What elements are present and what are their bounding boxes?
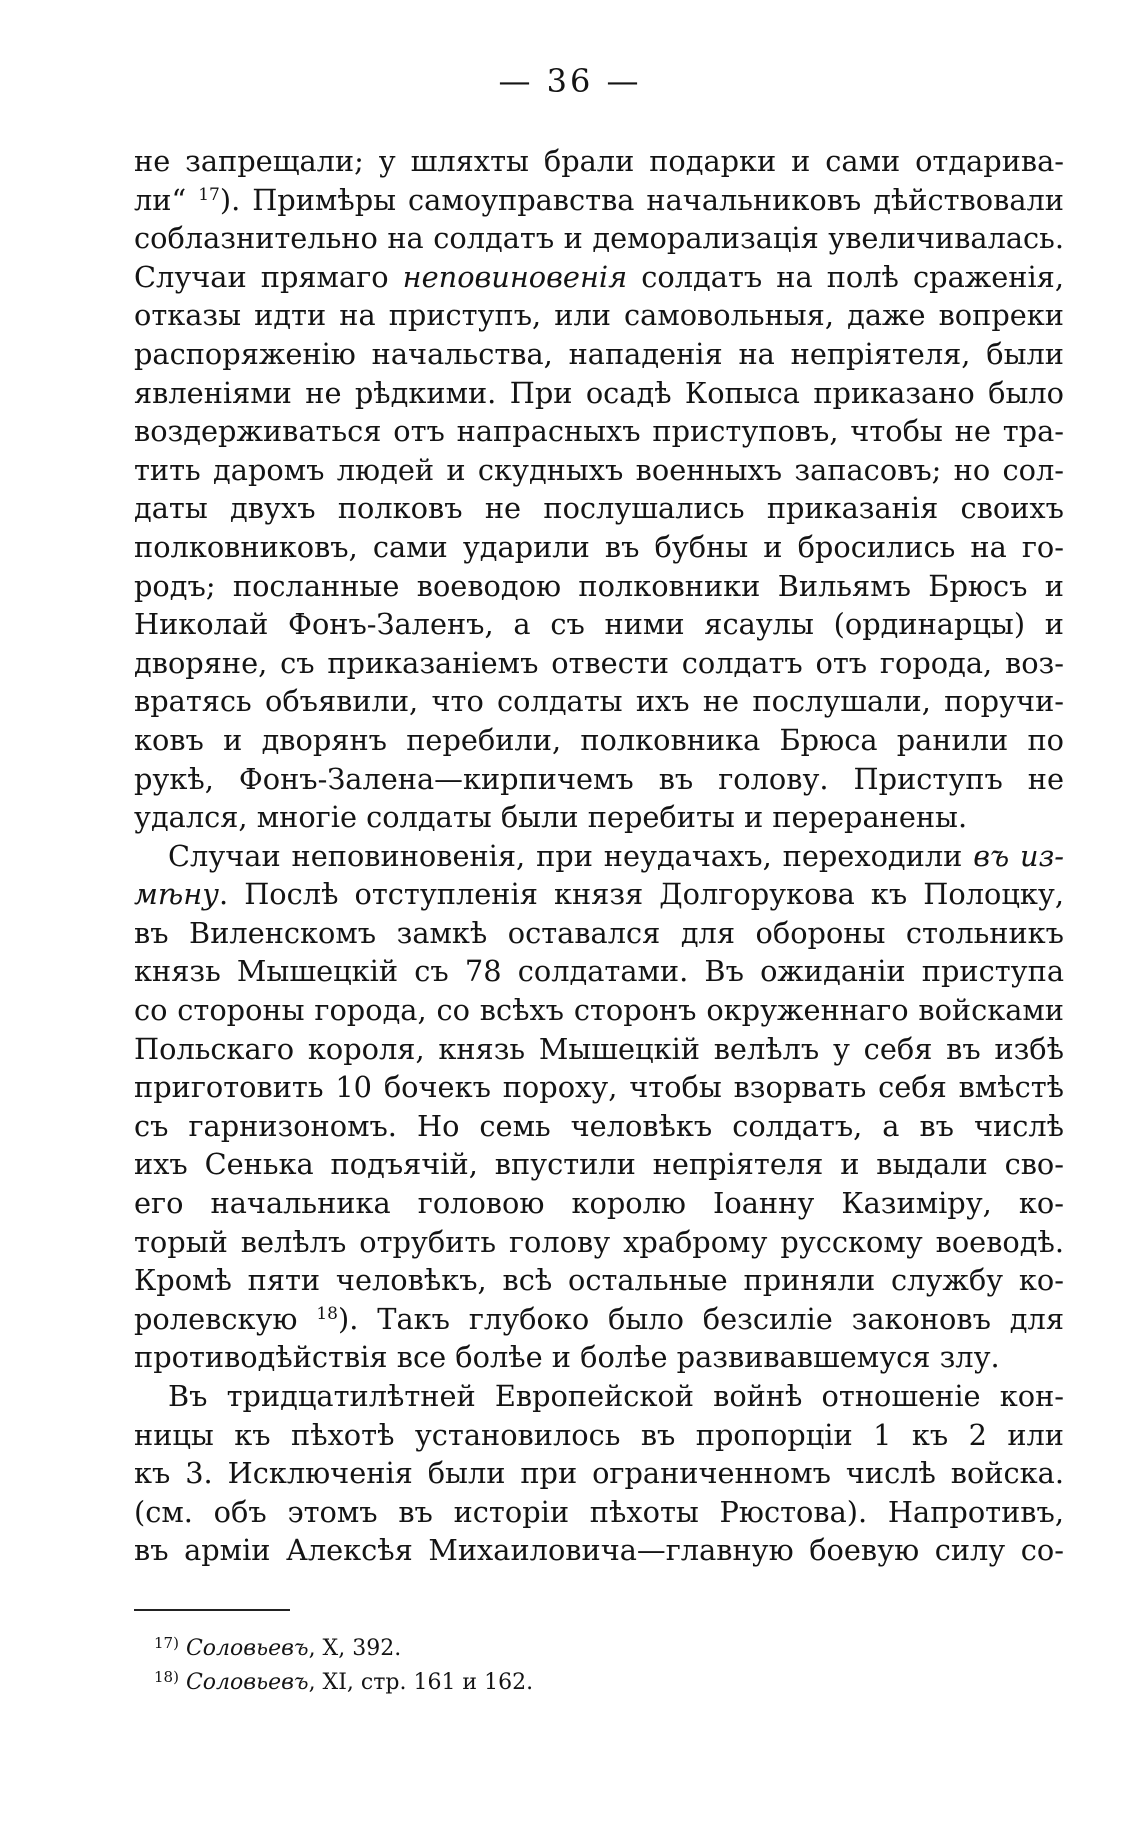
text-line: не запрещали; у шляхты брали подарки и сами отдарива- — [134, 144, 1064, 178]
text-line: отказы идти на приступъ, или самовольныя, даже вопреки — [134, 298, 1064, 333]
text-line: князь Мышецкій съ 78 солдатами. Въ ожиданіи приступа — [134, 954, 1064, 989]
footnote-ref: , X, 392. — [308, 1636, 402, 1661]
footnote-author: Соловьевъ — [185, 1670, 309, 1695]
text-line: соблазнительно на солдатъ и деморализація увеличивалась. — [134, 221, 1064, 256]
text-line: вратясь объявили, что солдаты ихъ не послушали, поручи- — [134, 684, 1064, 719]
footnote — [154, 1666, 854, 1700]
footnote-divider — [134, 1609, 290, 1611]
paragraph — [134, 142, 1064, 837]
text-line: къ 3. Исключенія были при ограниченномъ числѣ войска. — [134, 1456, 1064, 1491]
text-line: въ арміи Алексѣя Михаиловича—главную боевую силу со- — [134, 1533, 1064, 1568]
text-line: удался, многіе солдаты были перебиты и переранены. — [134, 800, 968, 835]
emphasis: мѣну — [134, 877, 219, 912]
footnote-ref: 17 — [198, 184, 220, 205]
text-line: тить даромъ людей и скудныхъ военныхъ запасовъ; но сол- — [134, 452, 1064, 487]
footnote-ref: , XI, стр. 161 и 162. — [308, 1670, 534, 1695]
text-line: Кромѣ пяти человѣкъ, всѣ остальные приняли службу ко- — [134, 1263, 1064, 1298]
text-line: Случаи неповиновенія, при неудачахъ, переходили въ из- — [168, 838, 1065, 873]
text-line: (см. объ этомъ въ исторіи пѣхоты Рюстова). Напротивъ, — [134, 1494, 1064, 1529]
paragraph — [134, 837, 1064, 1377]
text-line: Польскаго короля, князь Мышецкій велѣлъ у себя въ избѣ — [134, 1031, 1064, 1066]
text-line: дворяне, съ приказаніемъ отвести солдатъ отъ города, воз- — [134, 645, 1064, 680]
text-line: съ гарнизономъ. Но семь человѣкъ солдатъ, а въ числѣ — [134, 1108, 1064, 1143]
text-line: ролевскую $^{18}$). Такъ глубоко было безсиліе законовъ для — [134, 1301, 1064, 1336]
text-line: Случаи прямаго неповиновенія солдатъ на полѣ сраженія, — [134, 259, 1064, 294]
text-line: родъ; посланные воеводою полковники Вильямъ Брюсъ и — [134, 568, 1064, 603]
text-line: полковниковъ, сами ударили въ бубны и бросились на го- — [134, 529, 1064, 564]
footnote — [154, 1632, 854, 1666]
text-line: Николай Фонъ-Заленъ, а съ ними ясаулы (ординарцы) и — [134, 607, 1064, 642]
text-line: торый велѣлъ отрубить голову храброму русскому воеводѣ. — [134, 1224, 1064, 1259]
footnote-marker: 17) — [154, 1634, 179, 1652]
text-line: приготовить 10 бочекъ пороху, чтобы взорвать себя вмѣстѣ — [134, 1070, 1064, 1105]
body-text — [134, 142, 1064, 1570]
footnote-marker: 18) — [154, 1668, 179, 1686]
text-line: со стороны города, со всѣхъ сторонъ окруженнаго войсками — [134, 993, 1064, 1028]
page-number: — 36 — — [498, 62, 642, 100]
text-line: ли“ $^{17}$). Примѣры самоуправства начальниковъ дѣйствовали — [134, 182, 1064, 217]
text-line: въ Виленскомъ замкѣ оставался для обороны стольникъ — [134, 915, 1064, 950]
footnotes — [154, 1632, 854, 1700]
paragraph — [134, 1377, 1064, 1570]
text-line: противодѣйствія все болѣе и болѣе развивавшемуся злу. — [134, 1340, 1000, 1375]
text-line: его начальника головою королю Іоанну Казиміру, ко- — [134, 1186, 1064, 1221]
emphasis: въ из- — [973, 838, 1065, 873]
text-line: ницы къ пѣхотѣ установилось въ пропорціи 1 къ 2 или — [134, 1417, 1064, 1452]
text-line: рукѣ, Фонъ-Залена—кирпичемъ въ голову. Приступъ не — [134, 761, 1064, 796]
text-line: мѣну. Послѣ отступленія князя Долгорукова къ Полоцку, — [134, 877, 1064, 912]
text-line: явленіями не рѣдкими. При осадѣ Копыса приказано было — [134, 375, 1064, 410]
emphasis: неповиновенія — [402, 259, 628, 294]
text-line: ковъ и дворянъ перебили, полковника Брюса ранили по — [134, 722, 1064, 757]
text-line: распоряженію начальства, нападенія на непріятеля, были — [134, 336, 1064, 371]
footnote-author: Соловьевъ — [185, 1636, 309, 1661]
text-line: даты двухъ полковъ не послушались приказанія своихъ — [134, 491, 1064, 526]
text-line: Въ тридцатилѣтней Европейской войнѣ отношеніе кон- — [168, 1379, 1064, 1413]
text-line: ихъ Сенька подъячій, впустили непріятеля и выдали сво- — [134, 1147, 1064, 1182]
footnote-ref: 18 — [316, 1303, 338, 1324]
text-line: воздерживаться отъ напрасныхъ приступовъ, чтобы не тра- — [134, 414, 1064, 449]
